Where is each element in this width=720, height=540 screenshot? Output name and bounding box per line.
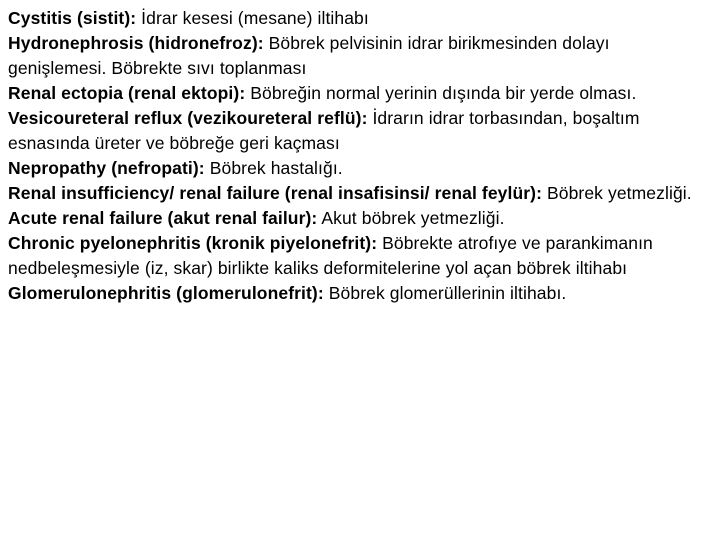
definition-chronic-pyelonephritis: Böbrekte atrofıye ve parankimanın nedbeleşmesiyle (iz, skar) birlikte kaliks deformitelerine yol açan böbrek iltihabı	[8, 233, 653, 278]
entry-glomerulonephritis	[8, 281, 708, 306]
term-list	[8, 6, 708, 306]
term-nepropathy: Nepropathy (nefropati):	[8, 158, 205, 178]
term-glomerulonephritis: Glomerulonephritis (glomerulonefrit):	[8, 283, 324, 303]
term-cystitis: Cystitis (sistit):	[8, 8, 137, 28]
entry-chronic-pyelonephritis	[8, 231, 708, 281]
term-hydronephrosis: Hydronephrosis (hidronefroz):	[8, 33, 264, 53]
definition-vesicoureteral-reflux: İdrarın idrar torbasından, boşaltım esnasında üreter ve böbreğe geri kaçması	[8, 108, 640, 153]
term-vesicoureteral-reflux: Vesicoureteral reflux (vezikoureteral reflü):	[8, 108, 368, 128]
definition-hydronephrosis: Böbrek pelvisinin idrar birikmesinden dolayı genişlemesi. Böbrekte sıvı toplanması	[8, 33, 610, 78]
definition-cystitis: İdrar kesesi (mesane) iltihabı	[136, 8, 369, 28]
definition-acute-renal-failure: Akut böbrek yetmezliği.	[317, 208, 505, 228]
definition-renal-ectopia: Böbreğin normal yerinin dışında bir yerde olması.	[245, 83, 637, 103]
entry-acute-renal-failure	[8, 206, 708, 231]
term-renal-insufficiency: Renal insufficiency/ renal failure (renal insafisinsi/ renal feylür):	[8, 183, 543, 203]
entry-renal-insufficiency	[8, 181, 708, 206]
entry-cystitis	[8, 6, 708, 31]
entry-vesicoureteral-reflux	[8, 106, 708, 156]
term-acute-renal-failure: Acute renal failure (akut renal failur):	[8, 208, 318, 228]
term-renal-ectopia: Renal ectopia (renal ektopi):	[8, 83, 246, 103]
term-chronic-pyelonephritis: Chronic pyelonephritis (kronik piyelonefrit):	[8, 233, 378, 253]
definition-renal-insufficiency: Böbrek yetmezliği.	[542, 183, 692, 203]
entry-nepropathy	[8, 156, 708, 181]
definition-glomerulonephritis: Böbrek glomerüllerinin iltihabı.	[323, 283, 567, 303]
entry-renal-ectopia	[8, 81, 708, 106]
entry-hydronephrosis	[8, 31, 708, 81]
definition-nepropathy: Böbrek hastalığı.	[204, 158, 343, 178]
